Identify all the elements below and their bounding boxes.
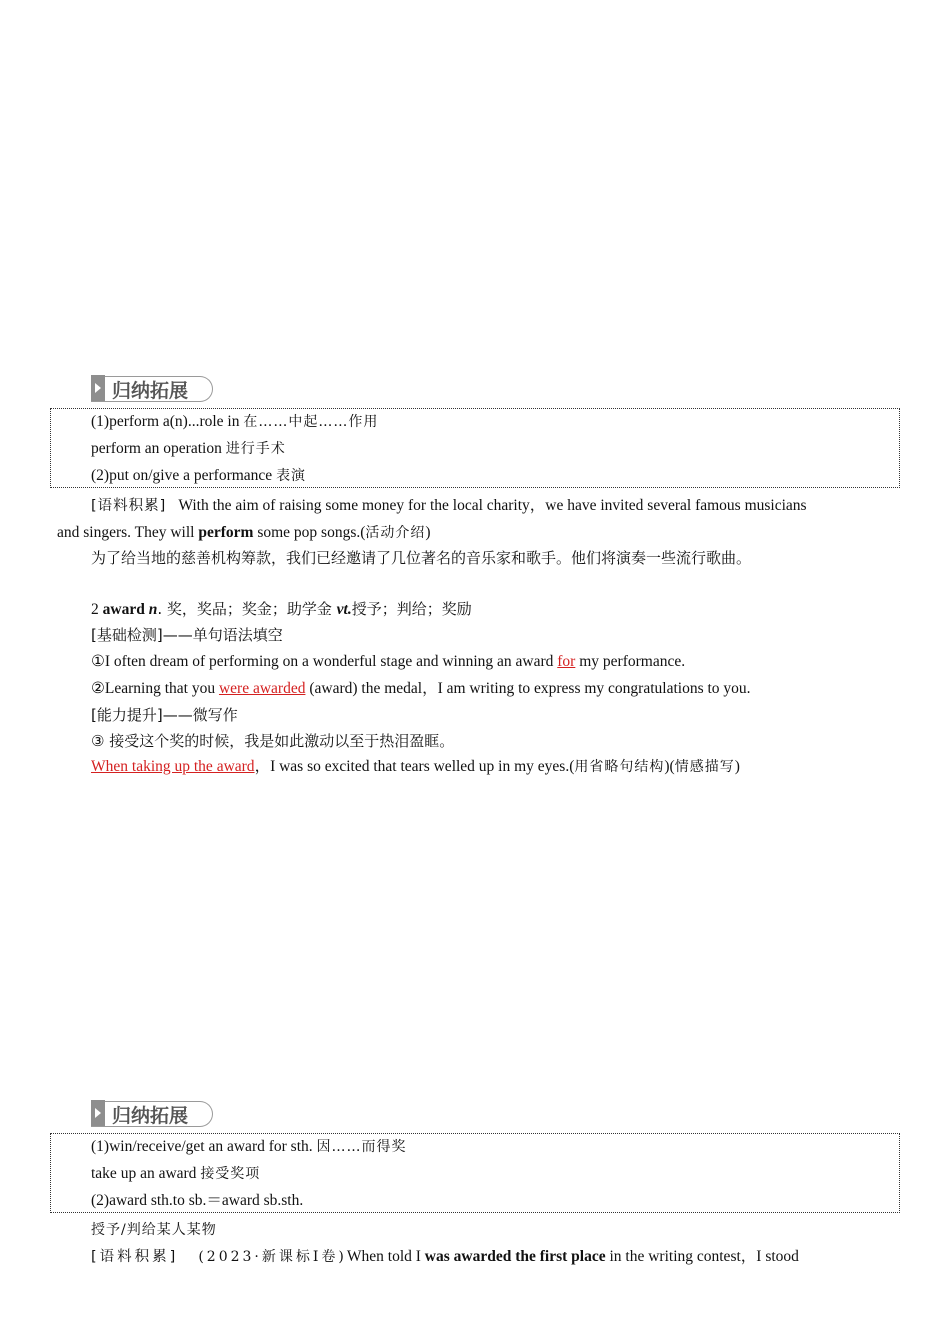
summary-line-continued: 授予/判给某人某物 xyxy=(91,1222,217,1238)
question-3-prompt: ③ 接受这个奖的时候，我是如此激动以至于热泪盈眶。 xyxy=(91,732,455,750)
corpus-line: and singers. They will perform some pop songs.(活动介绍) xyxy=(57,524,431,541)
ability-heading: [能力提升]——微写作 xyxy=(91,706,238,724)
entry-heading: 2 award n. 奖，奖品；奖金；助学金 vt.授予；判给；奖励 xyxy=(91,600,472,618)
play-triangle-icon xyxy=(91,375,105,401)
question-2: ②Learning that you were awarded (award) the medal，I am writing to express my congratulations to you. xyxy=(91,680,751,697)
summary-line: (1)win/receive/get an award for sth. 因……而得奖 xyxy=(91,1138,407,1155)
question-1: ①I often dream of performing on a wonderful stage and winning an award for my performance. xyxy=(91,653,686,670)
corpus-line: [语料积累] (2023·新课标Ⅰ卷)When told I was awarded the first place in the writing contest，I stood xyxy=(91,1248,799,1265)
summary-line: (2)put on/give a performance 表演 xyxy=(91,467,307,484)
basic-test-heading: [基础检测]——单句语法填空 xyxy=(91,626,283,644)
summary-line: take up an award 接受奖项 xyxy=(91,1165,261,1182)
summary-line: perform an operation 进行手术 xyxy=(91,440,286,457)
answer-blank: were awarded xyxy=(218,680,306,697)
question-3-answer: When taking up the award，I was so excited that tears welled up in my eyes.(用省略句结构)(情感描写) xyxy=(91,758,740,775)
summary-line: (2)award sth.to sb.＝award sb.sth. xyxy=(91,1192,304,1209)
answer-blank: When taking up the award xyxy=(91,758,255,775)
section-header-text: 归纳拓展 xyxy=(112,1104,189,1127)
section-header-tag xyxy=(91,376,213,402)
play-triangle-icon xyxy=(91,1100,105,1126)
section-header-tag xyxy=(91,1101,213,1127)
section-header-text: 归纳拓展 xyxy=(112,379,189,402)
corpus-line: [语料积累] With the aim of raising some money for the local charity，we have invited several famous musicians xyxy=(91,497,807,514)
summary-line: (1)perform a(n)...role in 在……中起……作用 xyxy=(91,413,379,430)
answer-blank: for xyxy=(557,653,576,670)
translation: 为了给当地的慈善机构筹款，我们已经邀请了几位著名的音乐家和歌手。他们将演奏一些流行歌曲。 xyxy=(91,549,752,567)
